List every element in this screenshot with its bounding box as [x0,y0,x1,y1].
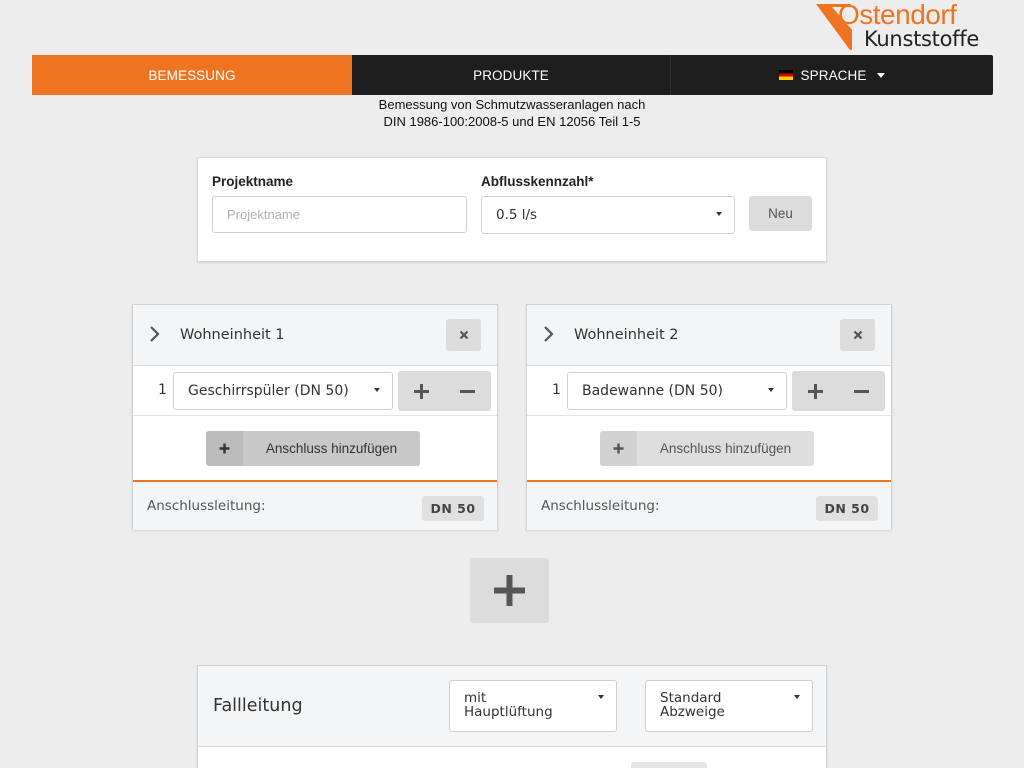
unit-header [133,305,497,366]
project-panel [197,157,827,262]
new-project-button[interactable] [749,196,812,231]
dn-badge: DN 50 [816,496,878,521]
caret-down-icon [768,388,774,392]
add-connection-button[interactable] [206,431,420,466]
plus-icon [600,431,637,466]
chevron-right-icon[interactable] [149,325,161,343]
page-subtitle [0,96,1024,130]
subtitle-line2: DIN 1986-100:2008-5 und EN 12056 Teil 1-5 [383,114,641,129]
connection-line-label: Anschlussleitung: [541,498,660,514]
nav-item-bemessung[interactable] [32,55,352,95]
downpipe-title: Fallleitung [213,696,303,716]
partial-button[interactable] [631,762,707,768]
row-number: 1 [552,382,561,398]
minus-icon [853,383,870,400]
unit-title: Wohneinheit 1 [180,327,285,343]
logo-text-main: Ostendorf [838,0,957,30]
plus-icon [413,383,430,400]
chevron-right-icon[interactable] [543,325,555,343]
caret-down-icon [598,695,604,699]
project-name-label: Projektname [212,174,294,189]
decrement-button[interactable] [445,371,492,411]
caret-down-icon [716,212,722,216]
add-connection-label: Anschluss hinzufügen [659,441,792,456]
logo-text-sub: Kunststoffe [864,27,979,51]
caret-down-icon [794,695,800,699]
fixture-select[interactable] [173,372,393,410]
decrement-button[interactable] [839,371,886,411]
caret-down-icon [877,73,885,78]
minus-icon [459,383,476,400]
nav-item-produkte[interactable] [352,55,671,95]
close-icon [853,330,863,340]
ventilation-select[interactable] [449,680,617,732]
divider [527,415,891,416]
caret-down-icon [374,388,380,392]
branch-select-line2: Abzweige [660,704,725,720]
add-connection-button[interactable] [600,431,814,466]
ventilation-select-line1: mit [464,690,487,706]
increment-button[interactable] [398,371,445,411]
nav-item-label: BEMESSUNG [148,67,236,83]
ventilation-select-line2: Hauptlüftung [464,704,553,720]
quantity-stepper [398,371,491,411]
plus-icon [493,574,526,607]
row-number: 1 [158,382,167,398]
unit-title: Wohneinheit 2 [574,327,679,343]
quantity-stepper [792,371,885,411]
remove-unit-button[interactable] [446,319,481,351]
flow-coefficient-value: 0.5 l/s [496,207,538,223]
fixture-select-value: Badewanne (DN 50) [582,383,723,399]
nav-item-label: PRODUKTE [473,67,549,83]
project-name-input[interactable] [212,196,467,233]
add-unit-button[interactable] [470,558,549,623]
unit-panel-1 [132,304,498,530]
ostendorf-logo[interactable] [812,0,982,54]
subtitle-line1: Bemessung von Schmutzwasseranlagen nach [378,97,646,112]
unit-header [527,305,891,366]
unit-footer [133,482,497,530]
unit-panel-2 [526,304,892,530]
flag-de-icon [779,70,793,80]
nav-item-label: SPRACHE [800,67,867,83]
divider [133,415,497,416]
downpipe-header [198,666,826,747]
main-navbar [32,55,993,95]
connection-line-label: Anschlussleitung: [147,498,266,514]
plus-icon [807,383,824,400]
branch-select-line1: Standard [660,690,722,706]
close-icon [459,330,469,340]
fixture-select[interactable] [567,372,787,410]
new-project-button-label: Neu [768,206,793,221]
plus-icon [206,431,243,466]
downpipe-panel [197,665,827,768]
nav-item-language[interactable] [671,55,993,95]
fixture-select-value: Geschirrspüler (DN 50) [188,383,349,399]
unit-footer [527,482,891,530]
remove-unit-button[interactable] [840,319,875,351]
branch-select[interactable] [645,680,813,732]
add-connection-label: Anschluss hinzufügen [265,441,398,456]
flow-coefficient-label: Abflusskennzahl* [481,174,594,189]
dn-badge: DN 50 [422,496,484,521]
increment-button[interactable] [792,371,839,411]
flow-coefficient-select[interactable] [481,196,735,234]
